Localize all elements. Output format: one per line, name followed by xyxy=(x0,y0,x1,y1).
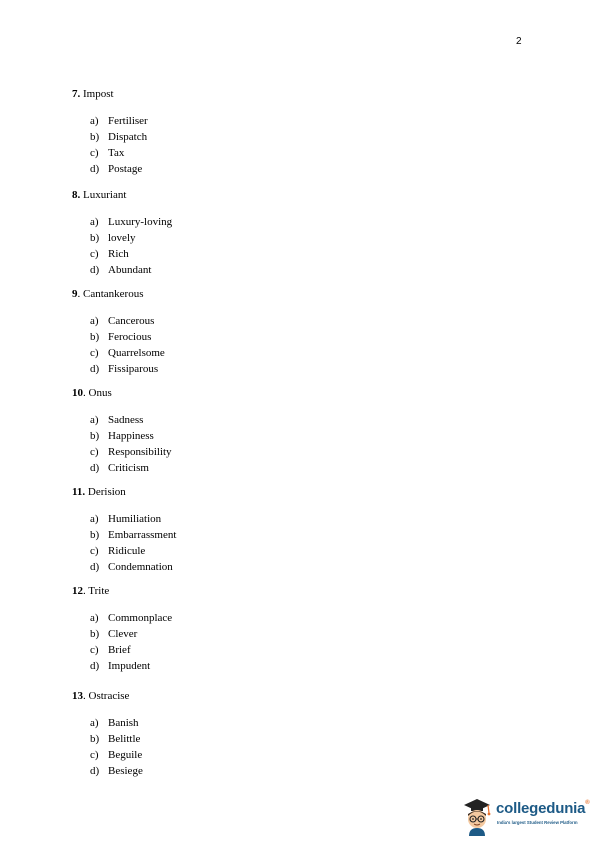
question-title xyxy=(72,386,532,400)
option-a xyxy=(90,113,532,129)
question-number: 11. xyxy=(72,486,86,498)
option-text: Responsibility xyxy=(108,446,172,458)
option-letter: d) xyxy=(90,660,100,672)
option-c xyxy=(90,345,532,361)
option-text: Impudent xyxy=(108,660,151,672)
question-title xyxy=(72,689,532,703)
option-a xyxy=(90,715,532,731)
option-letter: c) xyxy=(90,446,99,458)
option-text: Besiege xyxy=(108,765,143,777)
option-letter: a) xyxy=(90,315,99,327)
option-text: Commonplace xyxy=(108,612,173,624)
question-number: 8. xyxy=(72,189,81,201)
option-text: Rich xyxy=(108,248,129,260)
option-text: Sadness xyxy=(108,414,144,426)
option-d xyxy=(90,559,532,575)
option-d xyxy=(90,763,532,779)
option-text: Ferocious xyxy=(108,331,152,343)
option-letter: c) xyxy=(90,644,99,656)
option-letter: d) xyxy=(90,765,100,777)
question-word: . Cantankerous xyxy=(77,288,144,300)
option-a xyxy=(90,610,532,626)
option-text: Happiness xyxy=(108,430,154,442)
question-word: . Onus xyxy=(83,387,112,399)
option-b xyxy=(90,230,532,246)
brand-tagline: India's largest Student Review Platform xyxy=(497,820,578,825)
question-word: Derision xyxy=(87,486,126,498)
option-text: Embarrassment xyxy=(108,529,177,541)
question-9 xyxy=(72,287,532,377)
option-text: Belittle xyxy=(108,733,141,745)
option-a xyxy=(90,214,532,230)
option-text: Humiliation xyxy=(108,513,162,525)
question-7 xyxy=(72,87,532,177)
option-letter: b) xyxy=(90,430,100,442)
question-word: Impost xyxy=(83,88,114,100)
option-text: Beguile xyxy=(108,749,143,761)
option-text: lovely xyxy=(108,232,136,244)
option-text: Criticism xyxy=(108,462,149,474)
option-letter: a) xyxy=(90,414,99,426)
question-8 xyxy=(72,188,532,278)
question-11 xyxy=(72,485,532,575)
option-b xyxy=(90,731,532,747)
option-b xyxy=(90,329,532,345)
option-d xyxy=(90,161,532,177)
option-letter: d) xyxy=(90,561,100,573)
question-number: 10 xyxy=(72,387,83,399)
question-word: . Ostracise xyxy=(83,690,130,702)
option-text: Ridicule xyxy=(108,545,146,557)
option-text: Luxury-loving xyxy=(108,216,173,228)
option-c xyxy=(90,642,532,658)
option-b xyxy=(90,129,532,145)
mascot-icon xyxy=(460,796,494,836)
option-b xyxy=(90,527,532,543)
option-letter: b) xyxy=(90,529,100,541)
option-letter: d) xyxy=(90,363,100,375)
page-number: 2 xyxy=(516,36,522,47)
option-c xyxy=(90,747,532,763)
question-13 xyxy=(72,689,532,779)
registered-mark: ® xyxy=(585,800,590,806)
option-letter: c) xyxy=(90,248,99,260)
options-list xyxy=(90,313,532,377)
question-12 xyxy=(72,584,532,674)
option-letter: b) xyxy=(90,733,100,745)
option-text: Brief xyxy=(108,644,131,656)
option-letter: d) xyxy=(90,163,100,175)
options-list xyxy=(90,412,532,476)
option-letter: b) xyxy=(90,131,100,143)
option-letter: a) xyxy=(90,612,99,624)
collegedunia-logo xyxy=(460,796,590,836)
option-text: Abundant xyxy=(108,264,152,276)
option-c xyxy=(90,145,532,161)
option-d xyxy=(90,460,532,476)
option-letter: b) xyxy=(90,232,100,244)
question-word: . Trite xyxy=(83,585,110,597)
question-word: Luxuriant xyxy=(83,189,127,201)
option-letter: a) xyxy=(90,115,99,127)
options-list xyxy=(90,113,532,177)
option-letter: b) xyxy=(90,331,100,343)
option-letter: c) xyxy=(90,749,99,761)
option-letter: a) xyxy=(90,717,99,729)
question-number: 9 xyxy=(72,288,78,300)
option-letter: d) xyxy=(90,264,100,276)
question-number: 7. xyxy=(72,88,81,100)
question-number: 12 xyxy=(72,585,83,597)
option-c xyxy=(90,444,532,460)
option-b xyxy=(90,428,532,444)
option-b xyxy=(90,626,532,642)
option-a xyxy=(90,313,532,329)
option-a xyxy=(90,412,532,428)
option-letter: c) xyxy=(90,545,99,557)
options-list xyxy=(90,214,532,278)
option-letter: a) xyxy=(90,216,99,228)
brand-name: collegedunia® xyxy=(496,800,590,817)
question-number: 13 xyxy=(72,690,83,702)
option-text: Condemnation xyxy=(108,561,173,573)
option-letter: c) xyxy=(90,347,99,359)
option-letter: b) xyxy=(90,628,100,640)
option-d xyxy=(90,658,532,674)
option-text: Clever xyxy=(108,628,138,640)
option-a xyxy=(90,511,532,527)
option-text: Fertiliser xyxy=(108,115,148,127)
option-text: Banish xyxy=(108,717,139,729)
question-title xyxy=(72,188,532,202)
options-list xyxy=(90,511,532,575)
options-list xyxy=(90,715,532,779)
option-text: Tax xyxy=(108,147,125,159)
option-text: Dispatch xyxy=(108,131,148,143)
question-title xyxy=(72,584,532,598)
option-letter: a) xyxy=(90,513,99,525)
option-text: Fissiparous xyxy=(108,363,159,375)
option-d xyxy=(90,262,532,278)
options-list xyxy=(90,610,532,674)
option-text: Quarrelsome xyxy=(108,347,165,359)
option-c xyxy=(90,543,532,559)
question-title xyxy=(72,485,532,499)
option-d xyxy=(90,361,532,377)
option-text: Postage xyxy=(108,163,143,175)
question-title xyxy=(72,287,532,301)
option-text: Cancerous xyxy=(108,315,155,327)
option-letter: c) xyxy=(90,147,99,159)
question-title xyxy=(72,87,532,101)
question-10 xyxy=(72,386,532,476)
option-letter: d) xyxy=(90,462,100,474)
option-c xyxy=(90,246,532,262)
